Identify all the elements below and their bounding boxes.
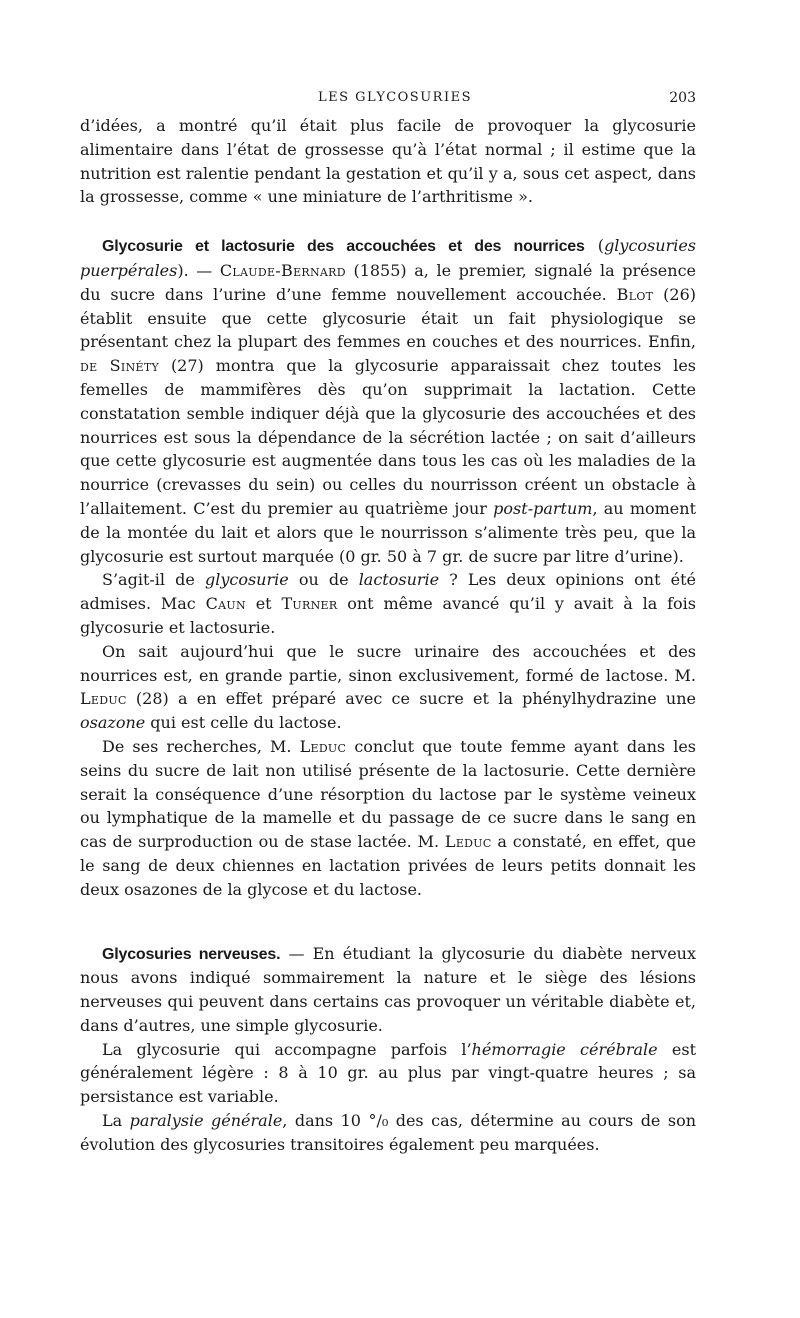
text-run: (28) a en effet préparé avec ce sucre et la phénylhydrazine une <box>126 689 696 709</box>
text-run: et <box>245 594 282 614</box>
text-run: ? Les deux opinions ont été admises. Mac <box>80 570 697 614</box>
italic-run: post-partum <box>493 498 593 518</box>
paragraph-1 <box>80 114 696 209</box>
paragraph-3 <box>80 568 696 639</box>
text-run: ou de <box>288 570 359 590</box>
author-name: Leduc <box>299 736 347 756</box>
text-run: (26) établit ensuite que cette glycosurie était un fait physiologique se présentant chez la plupart des femmes en couches et des nourrices. Enfin, <box>80 284 697 352</box>
author-name: Blot <box>616 284 654 304</box>
body-text <box>80 114 696 1157</box>
author-name: de Sinéty <box>80 356 160 376</box>
text-run: S’agit-il de <box>102 570 205 590</box>
running-title: LES GLYCOSURIES <box>318 90 472 105</box>
author-name: Leduc <box>80 689 127 709</box>
text-run: ). — <box>177 260 220 280</box>
paragraph-5 <box>80 735 696 902</box>
author-name: Turner <box>281 594 338 614</box>
text-run: , dans 10 °/₀ des cas, détermine au cours de son évolution des glycosuries transitoires également peu marquées. <box>80 1111 697 1154</box>
text-run: ( <box>584 236 605 256</box>
italic-run: paralysie générale <box>129 1111 283 1131</box>
author-name: Caun <box>205 594 246 614</box>
text-run: ont même avancé qu’il y avait à la fois glycosurie et lactosurie. <box>80 594 697 637</box>
page-number: 203 <box>669 90 696 106</box>
paragraph-1-text: d’idées, a montré qu’il était plus facile de provoquer la glycosurie alimentaire dans l’état de grossesse qu’à l’état normal ; il estime que la nutrition est ralentie pendant la gestation et qu’il y a, sous cet aspect, dans la grossesse, comme « une miniature de l’arthritisme ». <box>80 116 696 207</box>
paragraph-2 <box>80 234 696 568</box>
author-name: Claude-Bernard <box>219 260 346 280</box>
text-run: De ses recherches, M. <box>102 736 300 756</box>
italic-run: glycosurie <box>204 570 289 590</box>
author-name: Leduc <box>444 832 492 852</box>
paragraph-8 <box>80 1109 696 1157</box>
text-run: , au moment de la montée du lait et alors que le nourrisson s’alimente très peu, que la glycosurie est surtout marquée (0 gr. 50 à 7 gr. de sucre par litre d’urine). <box>80 498 697 566</box>
text-run: est généralement légère : 8 à 10 gr. au plus par vingt-quatre heures ; sa persistance est variable. <box>80 1039 697 1107</box>
paragraph-7 <box>80 1038 696 1109</box>
text-run: (27) montra que la glycosurie apparaissait chez toutes les femelles de mammifères dès qu’on supprimait la lactation. Cette constatation semble indiquer déjà que la glycosurie des accouchées et des nourrices est sous la dépendance de la sécrétion lactée ; on sait d’ailleurs que cette glycosurie est augmentée dans tous les cas où les maladies de la nourrice (crevasses du sein) ou celles du nourrisson créent un obstacle à l’allaitement. C’est du premier au quatrième jour <box>80 356 696 518</box>
text-run: conclut que toute femme ayant dans les seins du sucre de lait non utilisé présente de la lactosurie. Cette dernière serait la conséquence d’une résorption du lactose par le système veineux ou lymphatique de la mamelle et du passage de ce sucre dans le sang en cas de surproduction ou de stase lactée. M. <box>80 736 697 852</box>
text-run: (1855) a, le premier, signalé la présence du sucre dans l’urine d’une femme nouvellement accouchée. <box>80 260 696 304</box>
text-run: On sait aujourd’hui que le sucre urinaire des accouchées et des nourrices est, en grande partie, sinon exclusivement, formé de lactose. M. <box>80 641 696 685</box>
text-run: a constaté, en effet, que le sang de deux chiennes en lactation privées de leurs petits donnait les deux osazones de la glycose et du lactose. <box>80 832 697 899</box>
italic-run: lactosurie <box>358 570 440 590</box>
section-heading-lactosurie: Glycosurie et lactosurie des accouchées et des nourrices <box>102 238 585 256</box>
text-run: La glycosurie qui accompagne parfois l’ <box>102 1039 472 1059</box>
section-heading-nerveuses: Glycosuries nerveuses. <box>102 945 281 963</box>
text-run: La <box>102 1111 130 1131</box>
italic-run: hémorragie cérébrale <box>471 1039 658 1059</box>
paragraph-4 <box>80 640 696 735</box>
italic-run: glycosuries puerpérales <box>80 236 697 280</box>
italic-run: osazone <box>80 713 146 733</box>
paragraph-6 <box>80 942 696 1038</box>
text-run: qui est celle du lactose. <box>145 713 342 733</box>
text-run: — En étudiant la glycosurie du diabète nerveux nous avons indiqué sommairement la nature et le siège des lésions nerveuses qui peuvent dans certains cas provoquer un véritable diabète et, dans d’autres, une simple glycosurie. <box>80 943 697 1035</box>
